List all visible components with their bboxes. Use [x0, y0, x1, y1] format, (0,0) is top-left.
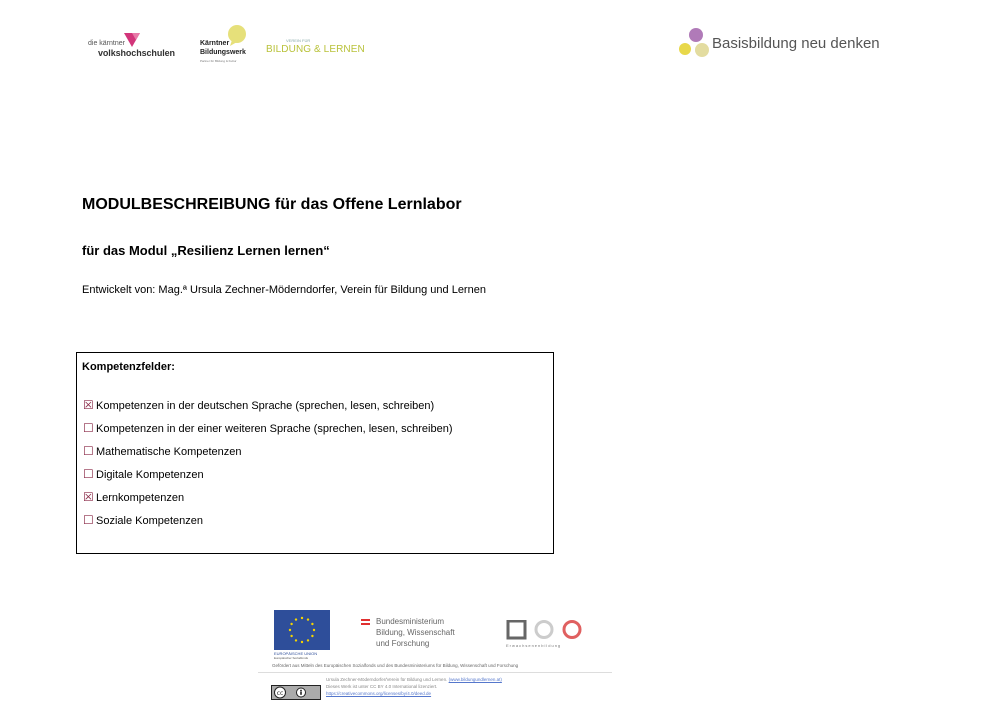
vhs-logo-line2: volkshochschulen — [98, 48, 175, 58]
erwachsenenbildung-label: Erwachsenenbildung — [506, 643, 562, 648]
kbw-logo — [196, 24, 252, 64]
creative-commons-icon — [272, 686, 320, 699]
vhs-logo-mark-icon — [122, 32, 142, 48]
checkbox-checked-icon[interactable]: ☒ — [83, 398, 94, 412]
speech-bubble-icon — [226, 24, 248, 46]
vhs-logo — [88, 32, 180, 60]
ministry-line2: Bildung, Wissenschaft — [376, 628, 455, 637]
esf-label: Europäischer Sozialfonds — [274, 656, 309, 660]
funding-note: Gefördert aus Mitteln des Europäischen Sozialfonds und des Bundesministeriums für Bildung, Wissenschaft und Forschung — [272, 663, 519, 668]
kompetenz-label: Kompetenzen in der deutschen Sprache (sprechen, lesen, schreiben) — [96, 400, 435, 412]
eu-flag — [274, 610, 330, 650]
kbw-logo-tagline: Partner für Bildung & Kultur — [200, 59, 237, 63]
eu-stars-icon — [274, 610, 330, 650]
austria-flag-stripe — [361, 619, 370, 621]
document-title: MODULBESCHREIBUNG für das Offene Lernlabor — [82, 196, 462, 213]
kompetenzfelder-box — [76, 352, 554, 554]
basisbildung-logo — [676, 26, 896, 60]
license-line2: Dieses Werk ist unter CC BY 4.0 International lizenziert. — [326, 684, 438, 689]
kbw-logo-line2: Bildungswerk — [200, 49, 246, 56]
vhs-logo-line1: die kärntner — [88, 40, 125, 47]
kompetenz-item-weitere-sprache[interactable] — [83, 420, 452, 436]
svg-text:cc: cc — [276, 689, 284, 697]
austria-flag-stripe — [361, 623, 370, 625]
checkbox-unchecked-icon[interactable]: ☐ — [83, 513, 94, 527]
kompetenz-label: Mathematische Kompetenzen — [96, 446, 242, 458]
kbw-logo-line1: Kärntner — [200, 40, 230, 47]
cc-license-link[interactable]: https://creativecommons.org/licenses/by/4.0/deed.de — [326, 691, 432, 696]
checkbox-checked-icon[interactable]: ☒ — [83, 490, 94, 504]
ministry-line3: und Forschung — [376, 639, 430, 648]
cc-by-badge — [271, 685, 321, 700]
document-subtitle: für das Modul „Resilienz Lernen lernen“ — [82, 243, 330, 258]
document-author: Entwickelt von: Mag.ª Ursula Zechner-Möderndorfer, Verein für Bildung und Lernen — [82, 284, 486, 296]
basisbildung-dots-icon — [676, 26, 712, 60]
vbl-logo — [266, 38, 365, 58]
kompetenz-item-deutsch[interactable] — [83, 397, 434, 413]
kompetenz-label: Kompetenzen in der einer weiteren Sprache (sprechen, lesen, schreiben) — [96, 423, 453, 435]
erwachsenenbildung-logo-icon — [506, 620, 586, 640]
kompetenz-item-sozial[interactable] — [83, 512, 203, 528]
vbl-logo-text: BILDUNG & LERNEN — [266, 44, 365, 55]
kompetenz-item-mathematik[interactable] — [83, 443, 242, 459]
checkbox-unchecked-icon[interactable]: ☐ — [83, 421, 94, 435]
kompetenz-label: Lernkompetenzen — [96, 492, 185, 504]
kompetenz-label: Digitale Kompetenzen — [96, 469, 204, 481]
kompetenz-item-lern[interactable] — [83, 489, 184, 505]
footer-divider — [258, 672, 612, 673]
kompetenz-label: Soziale Kompetenzen — [96, 515, 204, 527]
checkbox-unchecked-icon[interactable]: ☐ — [83, 444, 94, 458]
ministry-line1: Bundesministerium — [376, 617, 445, 626]
vbl-logo-small: VEREIN FÜR — [286, 38, 311, 43]
basisbildung-logo-text: Basisbildung neu denken — [712, 35, 880, 52]
checkbox-unchecked-icon[interactable]: ☐ — [83, 467, 94, 481]
kompetenz-item-digital[interactable] — [83, 466, 204, 482]
eu-label: EUROPÄISCHE UNION — [274, 651, 318, 656]
license-author: Ursula Zechner-Möderndorfer/Verein für Bildung und Lernen. — [326, 677, 448, 682]
license-line1 — [326, 677, 502, 682]
kompetenzfelder-heading: Kompetenzfelder: — [82, 361, 175, 373]
bildungundlernen-link[interactable]: (www.bildungundlernen.at) — [448, 677, 502, 682]
